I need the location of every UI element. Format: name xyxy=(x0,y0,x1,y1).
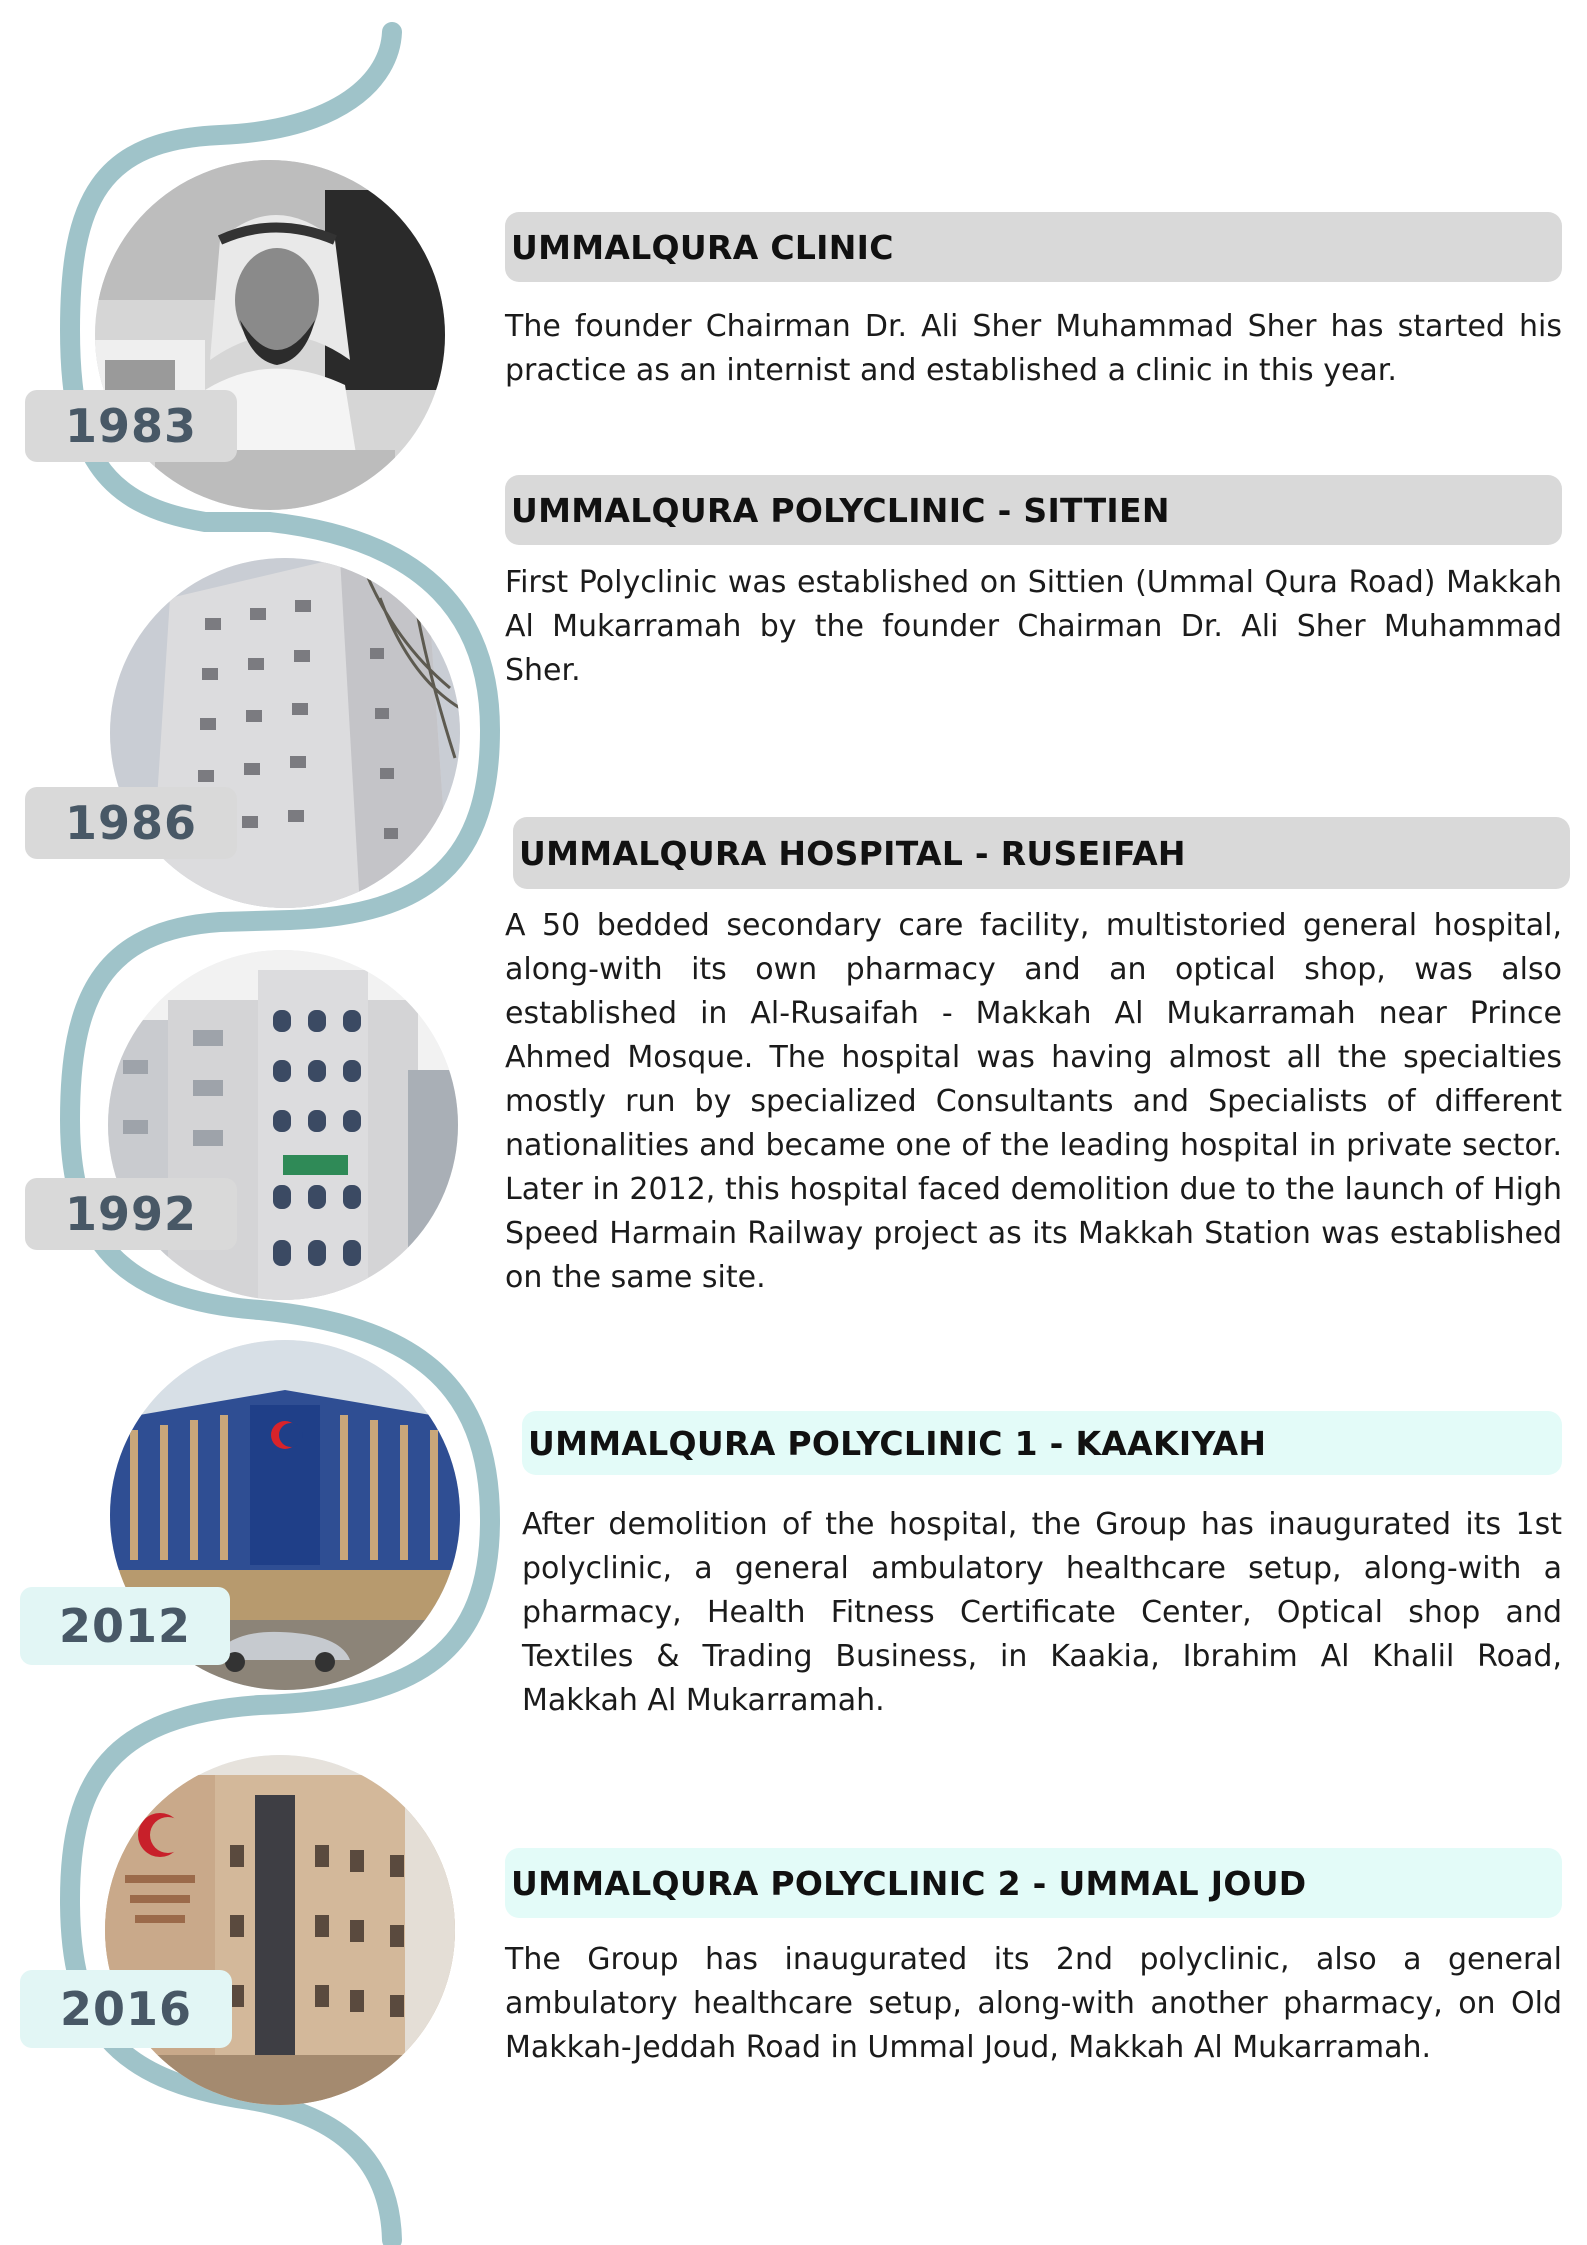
entry-description-polyclinic-kaakiyah: After demolition of the hospital, the Group has inaugurated its 1st polyclinic, a general ambulatory healthcare setup, along-with a pharmacy, Health Fitness Certificate Center, Optical shop and Textiles & Trading Business, in Kaakia, Ibrahim Al Khalil Road, Makkah Al Mukarramah. xyxy=(522,1507,1562,1718)
entry-title-polyclinic-ummal-joud: UMMALQURA POLYCLINIC 2 - UMMAL JOUD xyxy=(505,1848,1562,1918)
entry-description-polyclinic-ummal-joud: The Group has inaugurated its 2nd polyclinic, also a general ambulatory healthcare setup, along-with another pharmacy, on Old Makkah-Jeddah Road in Ummal Joud, Makkah Al Mukarramah. xyxy=(505,1942,1562,2065)
year-badge-2016: 2016 xyxy=(20,1970,232,2048)
entry-description-hospital-ruseifah: A 50 bedded secondary care facility, multistoried general hospital, along-with its own pharmacy and an optical shop, was also established in Al-Rusaifah - Makkah Al Mukarramah near Prince Ahmed Mosque. The hospital was having almost all the specialties mostly run by specialized Consultants and Specialists of different nationalities and became one of the leading hospital in private sector. Later in 2012, this hospital faced demolition due to the launch of High Speed Harmain Railway project as its Makkah Station was established on the same site. xyxy=(505,908,1562,1295)
year-badge-1983: 1983 xyxy=(25,390,237,462)
entry-title-polyclinic-sittien: UMMALQURA POLYCLINIC - SITTIEN xyxy=(505,475,1562,545)
entry-description-polyclinic-sittien: First Polyclinic was established on Sittien (Ummal Qura Road) Makkah Al Mukarramah by the founder Chairman Dr. Ali Sher Muhammad Sher. xyxy=(505,565,1562,688)
entry-title-polyclinic-kaakiyah: UMMALQURA POLYCLINIC 1 - KAAKIYAH xyxy=(522,1411,1562,1475)
entry-description-ummalqura-clinic: The founder Chairman Dr. Ali Sher Muhammad Sher has started his practice as an internist and established a clinic in this year. xyxy=(505,309,1562,388)
year-badge-1986: 1986 xyxy=(25,787,237,859)
year-badge-1992: 1992 xyxy=(25,1178,237,1250)
ummal-joud-polyclinic-image xyxy=(105,1755,455,2105)
ummal-joud-polyclinic-photo xyxy=(105,1755,455,2105)
entry-title-hospital-ruseifah: UMMALQURA HOSPITAL - RUSEIFAH xyxy=(513,817,1570,889)
entry-title-ummalqura-clinic: UMMALQURA CLINIC xyxy=(505,212,1562,282)
year-badge-2012: 2012 xyxy=(20,1587,230,1665)
